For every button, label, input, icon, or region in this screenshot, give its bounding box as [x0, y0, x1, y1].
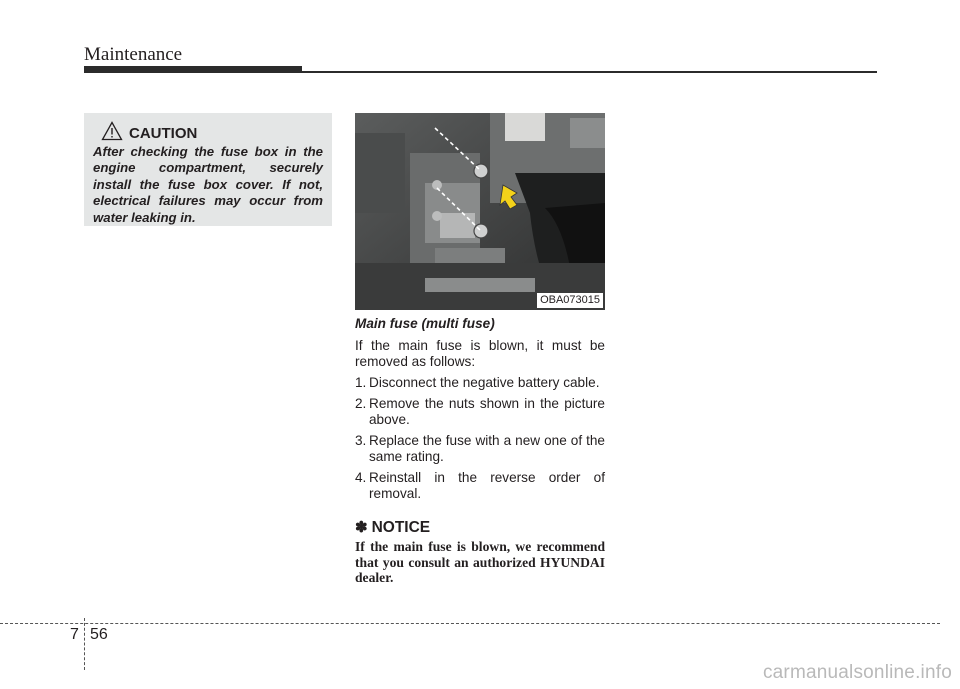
step-item: [355, 470, 605, 502]
step-text: Reinstall in the reverse order of removal.: [369, 470, 605, 501]
notice-title: NOTICE: [371, 519, 431, 536]
footer-vertical-divider: [84, 618, 85, 670]
notice-text: If the main fuse is blown, we recommend that you consult an authorized HYUNDAI dealer.: [355, 539, 605, 586]
header-rule-thick: [84, 66, 302, 73]
caution-text: After checking the fuse box in the engine compartment, securely install the fuse box cover. If not, electrical failures may occur from water leaking in.: [93, 144, 323, 225]
notice-header: [355, 520, 605, 536]
warning-triangle-icon: [101, 121, 123, 146]
step-item: [355, 375, 605, 391]
page-number: 56: [90, 626, 108, 643]
notice-star-icon: ✽: [355, 519, 368, 536]
caution-title: CAUTION: [129, 124, 198, 142]
step-number: 1.: [355, 375, 367, 390]
figure-code: OBA073015: [537, 293, 603, 308]
caution-header: [101, 122, 323, 144]
main-fuse-heading: Main fuse (multi fuse): [355, 316, 495, 331]
step-item: [355, 433, 605, 465]
header-rule-thin: [302, 71, 877, 73]
step-number: 3.: [355, 433, 367, 448]
engine-fuse-illustration: [355, 113, 605, 310]
step-number: 4.: [355, 470, 367, 485]
caution-box: [84, 113, 332, 226]
footer-divider: [0, 623, 940, 624]
chapter-number: 7: [70, 626, 79, 643]
main-fuse-intro: If the main fuse is blown, it must be removed as follows:: [355, 338, 605, 369]
step-text: Remove the nuts shown in the picture above.: [369, 396, 605, 427]
main-fuse-section: [355, 316, 605, 586]
step-text: Replace the fuse with a new one of the same rating.: [369, 433, 605, 464]
main-fuse-photo: [355, 113, 605, 310]
step-item: [355, 396, 605, 428]
watermark: carmanualsonline.info: [762, 662, 952, 683]
step-number: 2.: [355, 396, 367, 411]
step-text: Disconnect the negative battery cable.: [369, 375, 600, 390]
page-header-title: Maintenance: [84, 44, 183, 65]
